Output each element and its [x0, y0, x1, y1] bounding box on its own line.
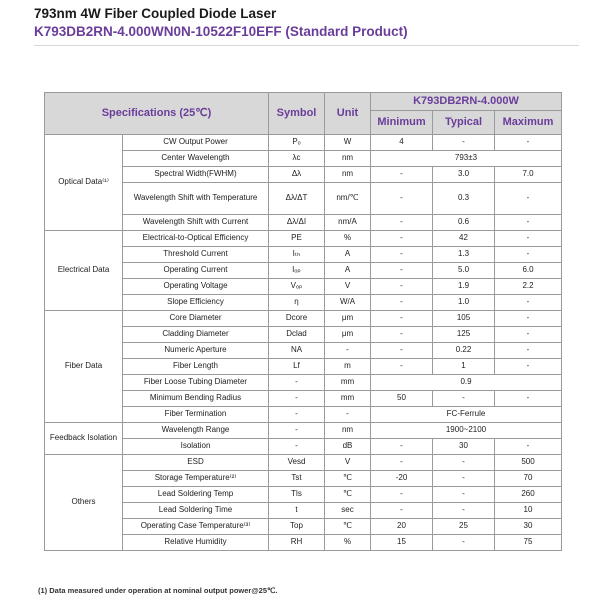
cell-unit: m: [325, 359, 371, 375]
cell-typical: 1.3: [433, 247, 495, 263]
group-label-electrical: Electrical Data: [45, 231, 123, 311]
header-specifications: Specifications (25℃): [45, 93, 269, 135]
cell-parameter: Isolation: [123, 439, 269, 455]
cell-unit: nm: [325, 423, 371, 439]
cell-unit: dB: [325, 439, 371, 455]
cell-symbol: λc: [269, 151, 325, 167]
table-row: [45, 151, 562, 167]
cell-maximum: -: [495, 439, 562, 455]
cell-minimum: -: [371, 231, 433, 247]
cell-symbol: Δλ/ΔI: [269, 215, 325, 231]
cell-parameter: Relative Humidity: [123, 535, 269, 551]
cell-unit: μm: [325, 311, 371, 327]
cell-value-merged: 0.9: [371, 375, 562, 391]
cell-unit: -: [325, 407, 371, 423]
cell-unit: %: [325, 231, 371, 247]
cell-minimum: -: [371, 343, 433, 359]
cell-maximum: 6.0: [495, 263, 562, 279]
cell-typical: 0.22: [433, 343, 495, 359]
table-row: [45, 471, 562, 487]
footnote: (1) Data measured under operation at nominal output power@25℃.: [38, 586, 278, 595]
cell-minimum: -: [371, 295, 433, 311]
cell-maximum: -: [495, 311, 562, 327]
cell-symbol: -: [269, 439, 325, 455]
header-symbol: Symbol: [269, 93, 325, 135]
cell-parameter: Wavelength Shift with Temperature: [123, 183, 269, 215]
cell-minimum: 50: [371, 391, 433, 407]
table-row: [45, 295, 562, 311]
cell-parameter: Operating Case Temperature⁽³⁾: [123, 519, 269, 535]
header-maximum: Maximum: [495, 111, 562, 135]
cell-symbol: Pₒ: [269, 135, 325, 151]
cell-minimum: -: [371, 215, 433, 231]
cell-maximum: 7.0: [495, 167, 562, 183]
cell-maximum: 30: [495, 519, 562, 535]
cell-maximum: 2.2: [495, 279, 562, 295]
cell-minimum: -: [371, 359, 433, 375]
cell-minimum: -: [371, 439, 433, 455]
cell-typical: 1: [433, 359, 495, 375]
cell-symbol: RH: [269, 535, 325, 551]
cell-typical: 1.0: [433, 295, 495, 311]
cell-parameter: Slope Efficiency: [123, 295, 269, 311]
cell-maximum: -: [495, 327, 562, 343]
table-row: [45, 439, 562, 455]
cell-maximum: -: [495, 391, 562, 407]
header-minimum: Minimum: [371, 111, 433, 135]
cell-minimum: -: [371, 327, 433, 343]
cell-typical: -: [433, 535, 495, 551]
cell-typical: 105: [433, 311, 495, 327]
table-row: [45, 535, 562, 551]
cell-unit: A: [325, 263, 371, 279]
cell-typical: 3.0: [433, 167, 495, 183]
product-title: 793nm 4W Fiber Coupled Diode Laser: [34, 6, 277, 21]
header-typical: Typical: [433, 111, 495, 135]
cell-maximum: 10: [495, 503, 562, 519]
table-row: [45, 311, 562, 327]
table-row: [45, 407, 562, 423]
cell-symbol: Δλ/ΔT: [269, 183, 325, 215]
cell-parameter: Fiber Loose Tubing Diameter: [123, 375, 269, 391]
cell-maximum: -: [495, 295, 562, 311]
cell-minimum: 20: [371, 519, 433, 535]
cell-symbol: Δλ: [269, 167, 325, 183]
cell-maximum: 260: [495, 487, 562, 503]
cell-unit: -: [325, 343, 371, 359]
header-unit: Unit: [325, 93, 371, 135]
cell-minimum: 4: [371, 135, 433, 151]
cell-unit: V: [325, 455, 371, 471]
cell-symbol: η: [269, 295, 325, 311]
table-row: [45, 231, 562, 247]
cell-parameter: Cladding Diameter: [123, 327, 269, 343]
cell-maximum: -: [495, 183, 562, 215]
product-subtitle: K793DB2RN-4.000WN0N-10522F10EFF (Standard Product): [34, 24, 408, 39]
table-row: [45, 167, 562, 183]
cell-parameter: Core Diameter: [123, 311, 269, 327]
cell-minimum: -: [371, 183, 433, 215]
cell-typical: 125: [433, 327, 495, 343]
cell-parameter: Fiber Termination: [123, 407, 269, 423]
cell-parameter: Electrical-to-Optical Efficiency: [123, 231, 269, 247]
cell-symbol: Tst: [269, 471, 325, 487]
group-label-others: Others: [45, 455, 123, 551]
table-row: [45, 519, 562, 535]
cell-value-merged: 1900~2100: [371, 423, 562, 439]
group-label-optical: Optical Data⁽¹⁾: [45, 135, 123, 231]
cell-maximum: 75: [495, 535, 562, 551]
cell-parameter: Operating Current: [123, 263, 269, 279]
cell-minimum: -: [371, 487, 433, 503]
cell-unit: nm/A: [325, 215, 371, 231]
cell-symbol: PE: [269, 231, 325, 247]
cell-maximum: -: [495, 215, 562, 231]
cell-symbol: t: [269, 503, 325, 519]
table-row: [45, 279, 562, 295]
cell-unit: ℃: [325, 471, 371, 487]
cell-minimum: -: [371, 311, 433, 327]
cell-typical: 30: [433, 439, 495, 455]
cell-unit: μm: [325, 327, 371, 343]
table-row: [45, 423, 562, 439]
cell-symbol: Iₒₚ: [269, 263, 325, 279]
cell-symbol: Top: [269, 519, 325, 535]
cell-parameter: CW Output Power: [123, 135, 269, 151]
cell-symbol: Vesd: [269, 455, 325, 471]
cell-symbol: Lf: [269, 359, 325, 375]
cell-maximum: 70: [495, 471, 562, 487]
cell-maximum: -: [495, 359, 562, 375]
cell-unit: nm/℃: [325, 183, 371, 215]
cell-symbol: -: [269, 375, 325, 391]
cell-minimum: -: [371, 167, 433, 183]
cell-maximum: 500: [495, 455, 562, 471]
cell-parameter: Operating Voltage: [123, 279, 269, 295]
cell-symbol: Vₒₚ: [269, 279, 325, 295]
cell-maximum: -: [495, 135, 562, 151]
cell-parameter: Lead Soldering Time: [123, 503, 269, 519]
cell-parameter: Wavelength Shift with Current: [123, 215, 269, 231]
table-row: [45, 343, 562, 359]
cell-symbol: Dclad: [269, 327, 325, 343]
table-row: [45, 359, 562, 375]
table-row: [45, 135, 562, 151]
cell-symbol: -: [269, 391, 325, 407]
table-row: [45, 487, 562, 503]
cell-typical: 1.9: [433, 279, 495, 295]
cell-minimum: -: [371, 247, 433, 263]
cell-parameter: Spectral Width(FWHM): [123, 167, 269, 183]
header-divider: [34, 45, 579, 46]
cell-typical: -: [433, 487, 495, 503]
cell-minimum: -20: [371, 471, 433, 487]
cell-minimum: -: [371, 503, 433, 519]
table-row: [45, 247, 562, 263]
cell-symbol: -: [269, 423, 325, 439]
cell-value-merged: 793±3: [371, 151, 562, 167]
cell-parameter: Wavelength Range: [123, 423, 269, 439]
cell-typical: -: [433, 135, 495, 151]
specifications-table: [44, 92, 562, 551]
cell-unit: ℃: [325, 487, 371, 503]
cell-typical: 0.6: [433, 215, 495, 231]
cell-parameter: ESD: [123, 455, 269, 471]
cell-minimum: -: [371, 263, 433, 279]
cell-typical: -: [433, 503, 495, 519]
cell-parameter: Center Wavelength: [123, 151, 269, 167]
cell-maximum: -: [495, 247, 562, 263]
table-row: [45, 327, 562, 343]
cell-unit: nm: [325, 151, 371, 167]
table-row: [45, 391, 562, 407]
cell-symbol: Dcore: [269, 311, 325, 327]
cell-value-merged: FC-Ferrule: [371, 407, 562, 423]
cell-typical: 0.3: [433, 183, 495, 215]
cell-unit: mm: [325, 391, 371, 407]
cell-typical: 5.0: [433, 263, 495, 279]
cell-symbol: NA: [269, 343, 325, 359]
cell-parameter: Threshold Current: [123, 247, 269, 263]
cell-unit: A: [325, 247, 371, 263]
cell-unit: W/A: [325, 295, 371, 311]
cell-typical: -: [433, 391, 495, 407]
cell-unit: %: [325, 535, 371, 551]
table-row: [45, 263, 562, 279]
cell-maximum: -: [495, 343, 562, 359]
cell-parameter: Fiber Length: [123, 359, 269, 375]
cell-typical: 42: [433, 231, 495, 247]
cell-minimum: -: [371, 279, 433, 295]
cell-typical: -: [433, 471, 495, 487]
cell-unit: W: [325, 135, 371, 151]
cell-unit: mm: [325, 375, 371, 391]
cell-typical: -: [433, 455, 495, 471]
group-label-feedback: Feedback Isolation: [45, 423, 123, 455]
cell-unit: nm: [325, 167, 371, 183]
cell-minimum: 15: [371, 535, 433, 551]
table-row: [45, 215, 562, 231]
cell-maximum: -: [495, 231, 562, 247]
cell-symbol: -: [269, 407, 325, 423]
cell-parameter: Lead Soldering Temp: [123, 487, 269, 503]
cell-typical: 25: [433, 519, 495, 535]
cell-unit: ℃: [325, 519, 371, 535]
cell-parameter: Minimum Bending Radius: [123, 391, 269, 407]
table-row: [45, 503, 562, 519]
header-model: K793DB2RN-4.000W: [371, 93, 562, 111]
table-row: [45, 455, 562, 471]
cell-symbol: Tls: [269, 487, 325, 503]
group-label-fiber: Fiber Data: [45, 311, 123, 423]
cell-minimum: -: [371, 455, 433, 471]
cell-unit: sec: [325, 503, 371, 519]
cell-parameter: Storage Temperature⁽²⁾: [123, 471, 269, 487]
table-row: [45, 183, 562, 215]
cell-parameter: Numeric Aperture: [123, 343, 269, 359]
table-row: [45, 375, 562, 391]
cell-unit: V: [325, 279, 371, 295]
cell-symbol: Iₜₕ: [269, 247, 325, 263]
